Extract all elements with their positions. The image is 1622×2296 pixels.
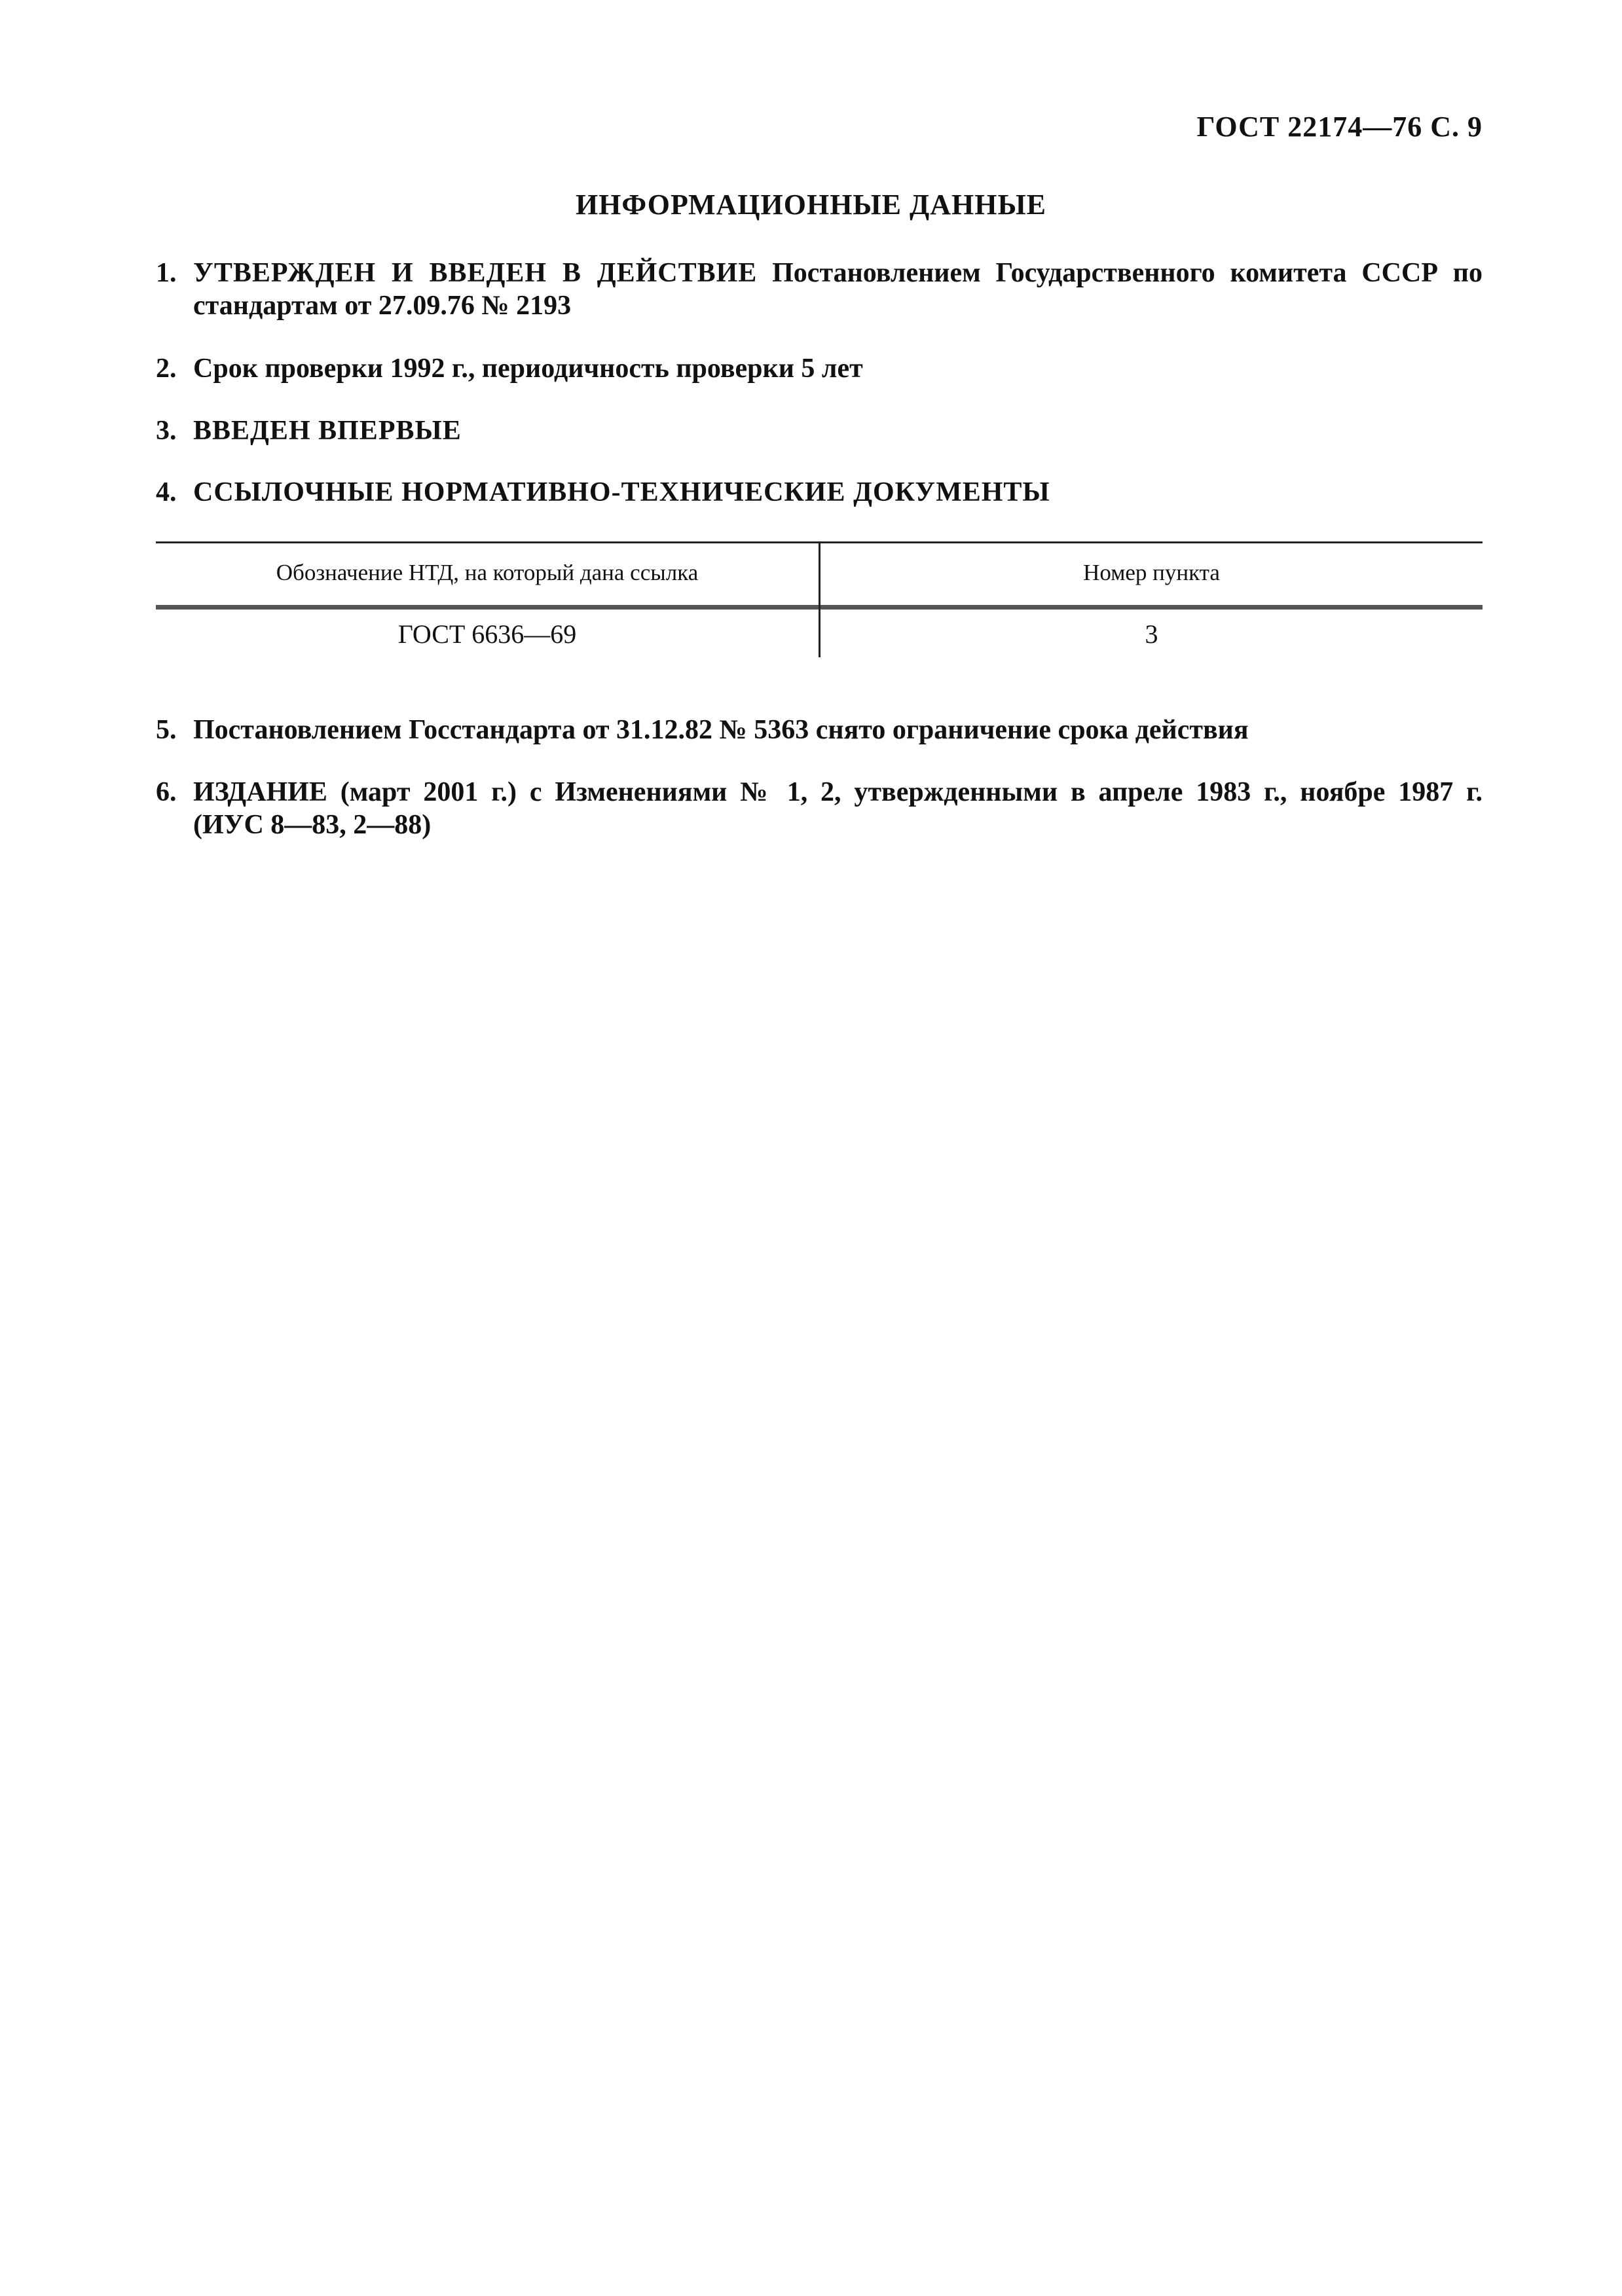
- list-item-text: Постановлением Государственного комитета СССР по: [772, 258, 1483, 288]
- list-item-5: [156, 714, 1483, 746]
- table-cell-designation: ГОСТ 6636—69: [397, 619, 577, 649]
- reference-table: [156, 541, 1483, 657]
- list-item-2: [156, 352, 1483, 385]
- list-item-1: [156, 257, 1483, 322]
- list-item-emphasis: УТВЕРЖДЕН И ВВЕДЕН В ДЕЙСТВИЕ: [193, 258, 758, 288]
- running-header: ГОСТ 22174—76 С. 9: [1196, 111, 1483, 143]
- list-item-text: Срок проверки 1992 г., периодичность проверки 5 лет: [193, 354, 863, 384]
- list-item-text: ИЗДАНИЕ (март 2001 г.) с Изменениями № 1, 2, утвержденными в апреле 1983 г., ноябре 1987 г.: [193, 777, 1483, 807]
- table-header-designation: Обозначение НТД, на который дана ссылка: [276, 560, 699, 585]
- list-item-text: Постановлением Госстандарта от 31.12.82 № 5363 снято ограничение срока действия: [193, 715, 1249, 745]
- list-item-text: ССЫЛОЧНЫЕ НОРМАТИВНО-ТЕХНИЧЕСКИЕ ДОКУМЕНТЫ: [193, 477, 1050, 507]
- table-header-clause-number: Номер пункта: [1083, 560, 1220, 585]
- list-item-4: [156, 476, 1483, 509]
- list-item-number: 2.: [156, 354, 177, 384]
- list-item-3: [156, 414, 1483, 447]
- list-item-1-line-2: стандартам от 27.09.76 № 2193: [193, 291, 572, 321]
- list-item-number: 3.: [156, 416, 177, 446]
- list-item-6-line-1: [156, 776, 1483, 809]
- list-item-6: [156, 776, 1483, 841]
- list-item-1-line-1: [156, 257, 1483, 289]
- list-item-number: 1.: [156, 258, 177, 288]
- list-item-number: 6.: [156, 777, 177, 807]
- page-title: ИНФОРМАЦИОННЫЕ ДАННЫЕ: [575, 189, 1047, 221]
- list-item-text: ВВЕДЕН ВПЕРВЫЕ: [193, 416, 462, 446]
- list-item-number: 4.: [156, 477, 177, 507]
- table-cell-clause-number: 3: [1145, 619, 1158, 649]
- list-item-6-line-2: (ИУС 8—83, 2—88): [193, 810, 432, 840]
- list-item-number: 5.: [156, 715, 177, 745]
